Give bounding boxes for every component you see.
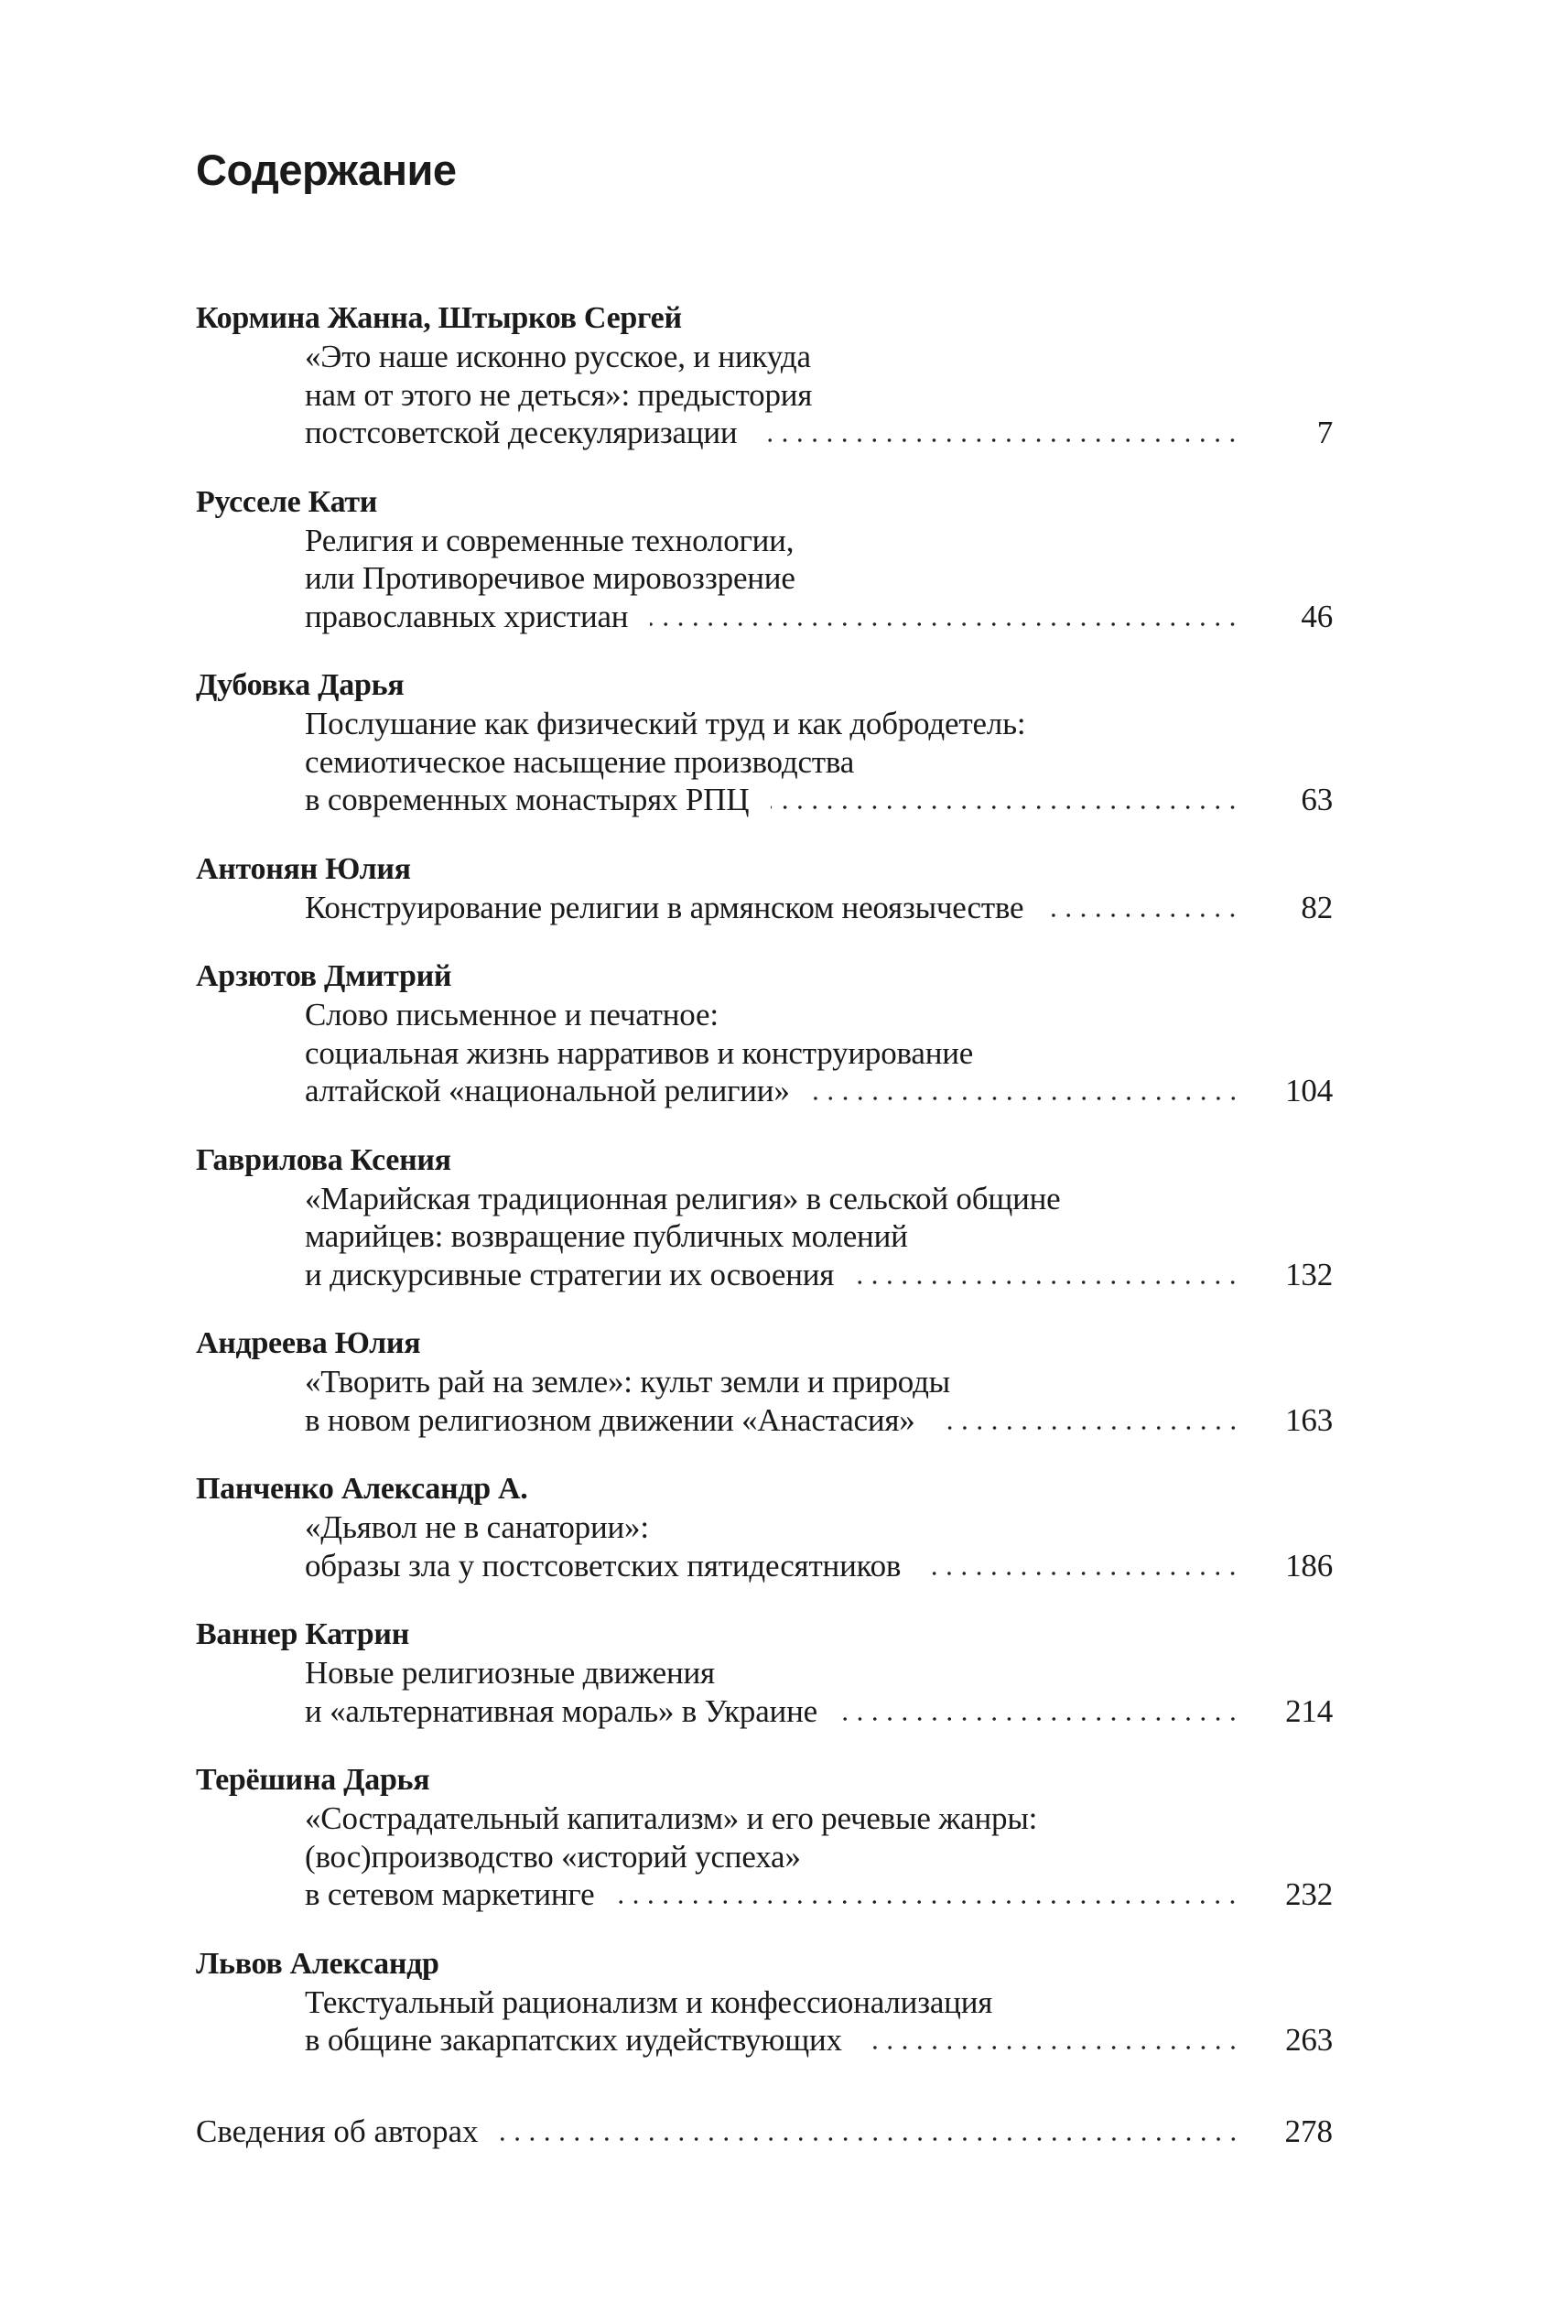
dot-leader bbox=[812, 1096, 1240, 1101]
entry-author: Кормина Жанна, Штырков Сергей bbox=[196, 301, 682, 335]
entry-title-line: Послушание как физический труд и как добродетель: bbox=[305, 706, 1026, 741]
toc-entry[interactable] bbox=[196, 850, 1333, 927]
entry-title-text: в современных монастырях РПЦ bbox=[305, 782, 750, 817]
entry-title-line: семиотическое насыщение производства bbox=[305, 743, 855, 780]
entry-author: Гаврилова Ксения bbox=[196, 1142, 451, 1177]
entry-title-last-line bbox=[196, 1692, 1333, 1731]
entry-title-last-line bbox=[196, 1401, 1333, 1440]
dot-leader bbox=[864, 2045, 1240, 2050]
page-number: 82 bbox=[1301, 889, 1333, 925]
page-number: 214 bbox=[1285, 1692, 1333, 1729]
dot-leader bbox=[839, 1716, 1240, 1722]
page-number: 7 bbox=[1316, 415, 1333, 450]
entry-title-last-line bbox=[196, 2021, 1333, 2059]
entry-title-line: «Дьявол не в санатории»: bbox=[305, 1509, 649, 1545]
toc-entry[interactable] bbox=[196, 1470, 1333, 1584]
entry-title-line: «Марийская традиционная религия» в сельской общине bbox=[305, 1180, 1061, 1216]
entry-title-text: алтайской «национальной религии» bbox=[305, 1073, 790, 1108]
dot-leader bbox=[856, 1280, 1240, 1285]
entry-author: Андреева Юлия bbox=[196, 1326, 421, 1360]
entry-title-text: в общине закарпатских иудействующих bbox=[305, 2022, 842, 2058]
dot-leader bbox=[495, 2136, 1240, 2142]
page-number: 163 bbox=[1285, 1401, 1333, 1438]
entry-title-last-line bbox=[196, 781, 1333, 819]
entry-title-text: образы зла у постсоветских пятидесятников bbox=[305, 1547, 902, 1584]
entry-title-line: социальная жизнь нарративов и конструирование bbox=[305, 1034, 974, 1071]
entry-title-last-line bbox=[196, 414, 1333, 452]
toc-entry[interactable] bbox=[196, 483, 1333, 636]
page-number: 232 bbox=[1285, 1876, 1333, 1912]
entry-title-text: Конструирование религии в армянском неоязычестве bbox=[305, 889, 1024, 925]
entry-title-line: нам от этого не деться»: предыстория bbox=[305, 376, 813, 413]
entry-title-line: Слово письменное и печатное: bbox=[305, 997, 719, 1032]
entry-title-text: постсоветской десекуляризации bbox=[305, 415, 738, 450]
entry-title-line: или Противоречивое мировоззрение bbox=[305, 560, 795, 596]
entry-title-line: «Творить рай на земле»: культ земли и природы bbox=[305, 1364, 950, 1400]
entry-title-last-line bbox=[196, 1875, 1333, 1914]
entry-title-text: в новом религиозном движении «Анастасия» bbox=[305, 1401, 915, 1438]
toc-entry[interactable] bbox=[196, 1616, 1333, 1730]
toc-entry-authors-info[interactable] bbox=[196, 2113, 1333, 2151]
entry-title-line: «Это наше исконно русское, и никуда bbox=[305, 339, 811, 374]
table-of-contents bbox=[196, 299, 1333, 2150]
page-number: 278 bbox=[1284, 2113, 1333, 2149]
page-number: 104 bbox=[1285, 1073, 1333, 1108]
dot-leader bbox=[923, 1571, 1240, 1576]
entry-title-text: Сведения об авторах bbox=[196, 2113, 479, 2149]
entry-title-last-line bbox=[196, 598, 1333, 636]
entry-title-line: Религия и современные технологии, bbox=[305, 522, 795, 558]
page-number: 63 bbox=[1301, 782, 1333, 817]
entry-title-line: Текстуальный рационализм и конфессионализация bbox=[305, 1984, 993, 2020]
toc-entry[interactable] bbox=[196, 1324, 1333, 1439]
entry-title-text: в сетевом маркетинге bbox=[305, 1876, 595, 1912]
entry-title-text: и «альтернативная мораль» в Украине bbox=[305, 1692, 817, 1729]
entry-author: Дубовка Дарья bbox=[196, 668, 405, 702]
toc-entry[interactable] bbox=[196, 1945, 1333, 2059]
dot-leader bbox=[771, 805, 1240, 810]
toc-entry[interactable] bbox=[196, 957, 1333, 1110]
dot-leader bbox=[1045, 913, 1240, 918]
entry-title-line: марийцев: возвращение публичных молений bbox=[305, 1218, 908, 1254]
toc-entry[interactable] bbox=[196, 1761, 1333, 1914]
entry-title-line: (вос)производство «историй успеха» bbox=[305, 1838, 801, 1875]
entry-title-last-line bbox=[196, 1072, 1333, 1110]
entry-title-last-line bbox=[196, 889, 1333, 927]
page-title: Содержание bbox=[196, 146, 457, 194]
toc-entry[interactable] bbox=[196, 666, 1333, 819]
entry-title-last-line bbox=[196, 1547, 1333, 1585]
page-number: 186 bbox=[1285, 1547, 1333, 1584]
entry-author: Терёшина Дарья bbox=[196, 1763, 430, 1797]
page-number: 132 bbox=[1285, 1256, 1333, 1292]
entry-author: Львов Александр bbox=[196, 1946, 439, 1981]
toc-entry[interactable] bbox=[196, 299, 1333, 452]
entry-author: Панченко Александр А. bbox=[196, 1472, 528, 1506]
page-number: 263 bbox=[1285, 2022, 1333, 2058]
dot-leader bbox=[759, 438, 1240, 443]
entry-author: Русселе Кати bbox=[196, 484, 378, 519]
entry-title-last-line bbox=[196, 1256, 1333, 1294]
dot-leader bbox=[650, 622, 1240, 627]
entry-author: Ваннер Катрин bbox=[196, 1617, 409, 1651]
dot-leader bbox=[616, 1899, 1240, 1905]
entry-title-text: и дискурсивные стратегии их освоения bbox=[305, 1256, 835, 1292]
page-number: 46 bbox=[1301, 598, 1333, 634]
dot-leader bbox=[937, 1425, 1240, 1431]
entry-author: Антонян Юлия bbox=[196, 851, 411, 886]
toc-entry[interactable] bbox=[196, 1141, 1333, 1294]
entry-title-line: «Сострадательный капитализм» и его речевые жанры: bbox=[305, 1800, 1038, 1836]
entry-title-line: Новые религиозные движения bbox=[305, 1655, 715, 1691]
entry-author: Арзютов Дмитрий bbox=[196, 959, 452, 993]
entry-title-text: православных христиан bbox=[305, 598, 629, 634]
